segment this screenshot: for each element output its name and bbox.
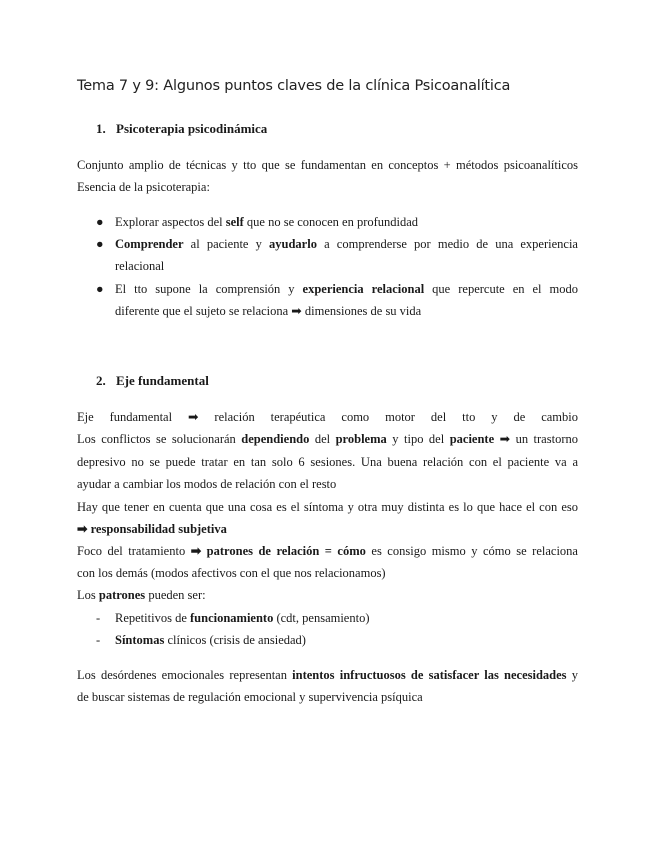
- bold-span: dependiendo: [241, 432, 310, 446]
- section-1-heading-text: Psicoterapia psicodinámica: [116, 121, 268, 136]
- text-span: a comprenderse por medio de una experiencia: [316, 237, 578, 251]
- bold-span: experiencia relacional: [302, 282, 425, 296]
- paragraph-foco-line-1: [77, 540, 578, 562]
- paragraph-conflictos-line-3: ayudar a cambiar los modos de relación con el resto: [77, 477, 337, 491]
- text-span: El tto supone la comprensión y: [115, 282, 303, 296]
- bold-span: problema: [335, 432, 387, 446]
- text-span: Repetitivos de: [115, 611, 190, 625]
- text-span: que repercute en el modo: [424, 282, 578, 296]
- text-span: y: [566, 668, 578, 682]
- bold-span: intentos infructuosos de satisfacer las necesidades: [292, 668, 567, 682]
- text-span: Los desórdenes emocionales representan: [77, 668, 293, 682]
- text-span: (cdt, pensamiento): [273, 611, 370, 625]
- bullet-marker: ●: [96, 282, 104, 296]
- bold-span: patrones: [98, 588, 146, 602]
- paragraph-desordenes-line-2: de buscar sistemas de regulación emocional y supervivencia psíquica: [77, 690, 423, 704]
- dash-item-1-text: [115, 607, 370, 629]
- document-title: Tema 7 y 9: Algunos puntos claves de la clínica Psicoanalítica: [77, 78, 511, 94]
- paragraph-sintoma-line-1: Hay que tener en cuenta que una cosa es el síntoma y otra muy distinta es lo que hace el con eso: [77, 500, 578, 514]
- paragraph-conflictos-line-2: depresivo no se puede tratar en tan solo 6 sesiones. Una buena relación con el paciente va a: [77, 455, 578, 469]
- bullet-marker: ●: [96, 237, 104, 251]
- bullet-item-3-line-1: [115, 278, 578, 300]
- dash-item-2-text: [115, 629, 306, 651]
- paragraph-conflictos-line-1: [77, 428, 578, 450]
- bullet-item-2-line-2: relacional: [115, 259, 165, 273]
- dash-marker: -: [96, 611, 101, 625]
- text-span: Los conflictos se solucionarán: [77, 432, 242, 446]
- bold-span: Síntomas: [115, 633, 165, 647]
- bold-span: ➡ patrones de relación = cómo: [190, 544, 366, 558]
- bold-span: paciente: [449, 432, 495, 446]
- bold-span: funcionamiento: [190, 611, 274, 625]
- bullet-item-3-line-2: diferente que el sujeto se relaciona ➡ dimensiones de su vida: [115, 304, 422, 318]
- section-2-number: 2.: [96, 373, 106, 388]
- text-span: ➡ un trastorno: [494, 432, 578, 446]
- bullet-item-2-line-1: [115, 233, 578, 255]
- paragraph-foco-line-2: con los demás (modos afectivos con el que nos relacionamos): [77, 566, 386, 580]
- paragraph-desordenes-line-1: [77, 664, 578, 686]
- bullet-item-2: [96, 233, 578, 277]
- text-span: Explorar aspectos del: [115, 215, 226, 229]
- section-1-line-2: Esencia de la psicoterapia:: [77, 180, 210, 194]
- section-1-number: 1.: [96, 121, 106, 136]
- bold-span: Comprender: [115, 237, 184, 251]
- paragraph-sintoma-line-2: ➡ responsabilidad subjetiva: [77, 522, 227, 536]
- text-span: Foco del tratamiento: [77, 544, 191, 558]
- bullet-marker: ●: [96, 215, 104, 229]
- text-span: que no se conocen en profundidad: [243, 215, 419, 229]
- bold-span: ayudarlo: [269, 237, 317, 251]
- bold-span: self: [225, 215, 244, 229]
- bullet-item-1-text: [115, 211, 578, 233]
- text-span: Los: [77, 588, 99, 602]
- section-1-line-1: Conjunto amplio de técnicas y tto que se fundamentan en conceptos + métodos psicoanalíticos: [77, 158, 578, 172]
- text-span: y tipo del: [386, 432, 450, 446]
- dash-marker: -: [96, 633, 101, 647]
- text-span: pueden ser:: [145, 588, 206, 602]
- bullet-item-1: [96, 211, 578, 233]
- text-span: al paciente y: [183, 237, 270, 251]
- text-span: del: [309, 432, 336, 446]
- section-2-heading: [96, 373, 209, 389]
- text-span: clínicos (crisis de ansiedad): [164, 633, 306, 647]
- text-span: es consigo mismo y cómo se relaciona: [365, 544, 578, 558]
- paragraph-patrones: [77, 584, 578, 606]
- paragraph-eje: Eje fundamental ➡ relación terapéutica como motor del tto y de cambio: [77, 410, 578, 424]
- section-1-heading: [96, 121, 267, 137]
- section-2-heading-text: Eje fundamental: [116, 373, 209, 388]
- bullet-item-3: [96, 278, 578, 322]
